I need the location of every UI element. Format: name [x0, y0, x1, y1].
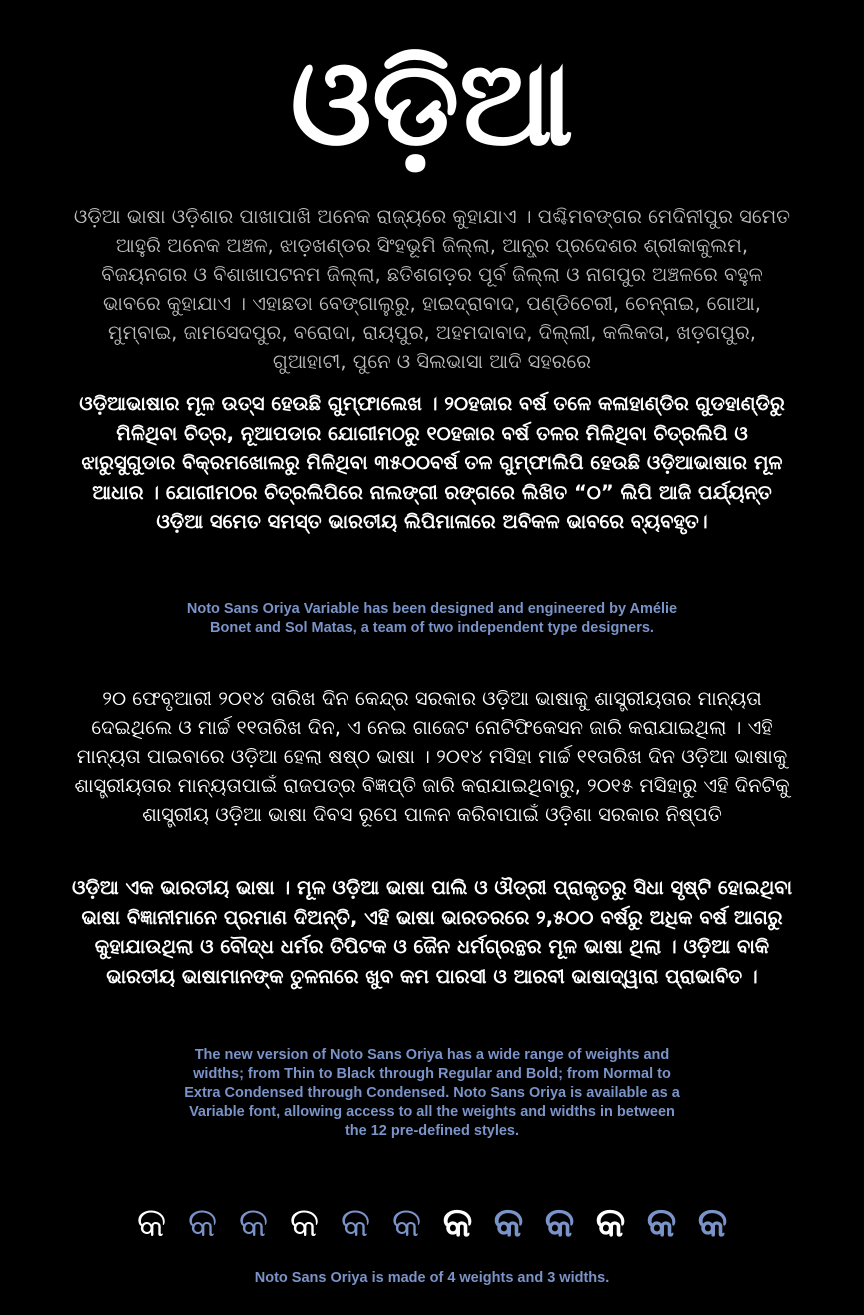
paragraph-classical-status: ୨୦ ଫେବୃଆରୀ ୨୦୧୪ ତାରିଖ ଦିନ କେନ୍ଦ୍ର ସରକାର ଓଡ଼ିଆ ଭାଷାକୁ ଶାସ୍ତ୍ରୀୟତାର ମାନ୍ୟତା ଦେଇଥିଲେ ଓ ମାର୍ଚ୍ଚ ୧୧ତାରିଖ ଦିନ, ଏ ନେଇ ଗାଜେଟ ନୋଟିଫିକେସନ ଜାରି କରାଯାଇଥିଲା । ଏହି ମାନ୍ୟତା ପାଇବାରେ ଓଡ଼ିଆ ହେଲା ଷଷ୍ଠ ଭାଷା । ୨୦୧୪ ମସିହା ମାର୍ଚ୍ଚ ୧୧ତାରିଖ ଦିନ ଓଡ଼ିଆ ଭାଷାକୁ ଶାସ୍ତ୍ରୀୟତାର ମାନ୍ୟତାପାଇଁ ରାଜପତ୍ର ବିଜ୍ଞପ୍ତି ଜାରି କରାଯାଇଥିବାରୁ, ୨୦୧୫ ମସିହାରୁ ଏହି ଦିନଟିକୁ ଶାସ୍ତ୍ରୀୟ ଓଡ଼ିଆ ଭାଷା ଦିବସ ରୂପେ ପାଳନ କରିବାପାଇଁ ଓଡ଼ିଶା ସରକାର ନିଷ୍ପତି — [74, 687, 790, 826]
glyph-sample-bold-8: କ — [493, 1200, 524, 1246]
page-title: ଓଡ଼ିଆ — [290, 34, 574, 172]
glyph-sample-thin-2: କ — [187, 1200, 218, 1246]
glyph-sample-black-10: କ — [595, 1200, 626, 1246]
variable-font-note: The new version of Noto Sans Oriya has a wide range of weights and widths; from Thin to Black through Regular and Bold; from Normal to Extra Condensed through Condensed. Noto Sans Oriya is available as a Variable font, allowing access to all the weights and widths in between the 12 pre-defined styles. — [184, 1047, 680, 1139]
glyph-sample-bold-7: କ — [442, 1200, 473, 1246]
glyph-sample-thin-1: କ — [136, 1200, 167, 1246]
paragraph-origin: ଓଡ଼ିଆଭାଷାର ମୂଳ ଉତ୍ସ ହେଉଛି ଗୁମ୍ଫାଲେଖ । ୨୦ହଜାର ବର୍ଷ ତଳେ କଳାହାଣ୍ଡିର ଗୁଡହାଣ୍ଡିରୁ ମିଳିଥିବା ଚିତ୍ର, ନୂଆପଡାର ଯୋଗୀମଠରୁ ୧୦ହଜାର ବର୍ଷ ତଳର ମିଳିଥିବା ଚିତ୍ରଲିପି ଓ ଝାରୁସୁଗୁଡାର ବିକ୍ରମଖୋଲରୁ ମିଳିଥିବା ୩୫୦୦ବର୍ଷ ତଳ ଗୁମ୍ଫାଲିପି ହେଉଛି ଓଡ଼ିଆଭାଷାର ମୂଳ ଆଧାର । ଯୋଗୀମଠର ଚିତ୍ରଲିପିରେ ନାଲଙ୍ଗୀ ରଙ୍ଗରେ ଲିଖିତ “୦” ଲିପି ଆଜି ପର୍ଯ୍ୟନ୍ତ ଓଡ଼ିଆ ସମେତ ସମସ୍ତ ଭାରତୀୟ ଲିପିମାଳାରେ ଅବିକଳ ଭାବରେ ବ୍ୟବହୃତ। — [79, 392, 785, 533]
glyph-sample-black-12: କ — [697, 1200, 728, 1246]
glyph-sample-regular-5: କ — [340, 1200, 371, 1246]
weights-widths-caption: Noto Sans Oriya is made of 4 weights and 3 widths. — [254, 1270, 610, 1286]
glyph-sample-bold-9: କ — [544, 1200, 575, 1246]
glyph-weight-samples — [0, 1193, 864, 1253]
glyph-sample-thin-3: କ — [238, 1200, 269, 1246]
credit-note: Noto Sans Oriya Variable has been designed and engineered by Amélie Bonet and Sol Matas, a team of two independent type designers. — [186, 601, 678, 636]
paragraph-intro: ଓଡ଼ିଆ ଭାଷା ଓଡ଼ିଶାର ପାଖାପାଖି ଅନେକ ରାଜ୍ୟରେ କୁହାଯାଏ । ପଶ୍ଚିମବଙ୍ଗର ମେଦିନୀପୁର ସମେତ ଆହୁରି ଅନେକ ଅଞ୍ଚଳ, ଝାଡ଼ଖଣ୍ଡର ସିଂହଭୂମି ଜିଲ୍ଲା, ଆନ୍ଧ୍ର ପ୍ରଦେଶର ଶ୍ରୀକାକୁଲମ, ବିଜୟନଗର ଓ ବିଶାଖାପଟନମ ଜିଲ୍ଲା, ଛତିଶଗଡ଼ର ପୂର୍ବ ଜିଲ୍ଲା ଓ ନାଗପୁର ଅଞ୍ଚଳରେ ବହୁଳ ଭାବରେ କୁହାଯାଏ । ଏହାଛଡା ବେଙ୍ଗାଲୁରୁ, ହାଇଦ୍ରାବାଦ, ପଣ୍ଡିଚେରୀ, ଚେନ୍ନାଇ, ଗୋଆ, ମୁମ୍ବାଇ, ଜାମସେଦପୁର, ବରୋଦା, ରାୟପୁର, ଅହମଦାବାଦ, ଦିଲ୍ଲୀ, କଲିକତା, ଖଡ଼ଗପୁର, ଗୁଆହାଟୀ, ପୁନେ ଓ ସିଲଭାସା ଆଦି ସହରରେ — [73, 205, 791, 373]
glyph-sample-black-11: କ — [646, 1200, 677, 1246]
glyph-sample-regular-6: କ — [391, 1200, 422, 1246]
glyph-sample-regular-4: କ — [289, 1200, 320, 1246]
paragraph-indian-language: ଓଡ଼ିଆ ଏକ ଭାରତୀୟ ଭାଷା । ମୂଳ ଓଡ଼ିଆ ଭାଷା ପାଲି ଓ ଔଡ୍ରୀ ପ୍ରାକୃତରୁ ସିଧା ସୃଷ୍ଟି ହୋଇଥିବା ଭାଷା ବିଜ୍ଞାନୀମାନେ ପ୍ରମାଣ ଦିଅନ୍ତି, ଏହି ଭାଷା ଭାରତରରେ ୨,୫୦୦ ବର୍ଷରୁ ଅଧିକ ବର୍ଷ ଆଗରୁ କୁହାଯାଉଥିଲା ଓ ବୌଦ୍ଧ ଧର୍ମର ତିପିଟକ ଓ ଜୈନ ଧର୍ମଗ୍ରନ୍ଥର ମୂଳ ଭାଷା ଥିଲା । ଓଡ଼ିଆ ବାକି ଭାରତୀୟ ଭାଷାମାନଙ୍କ ତୁଳନାରେ ଖୁବ କମ ପାରସୀ ଓ ଆରବୀ ଭାଷାଦ୍ୱାରା ପ୍ରାଭାବିତ । — [71, 876, 793, 988]
